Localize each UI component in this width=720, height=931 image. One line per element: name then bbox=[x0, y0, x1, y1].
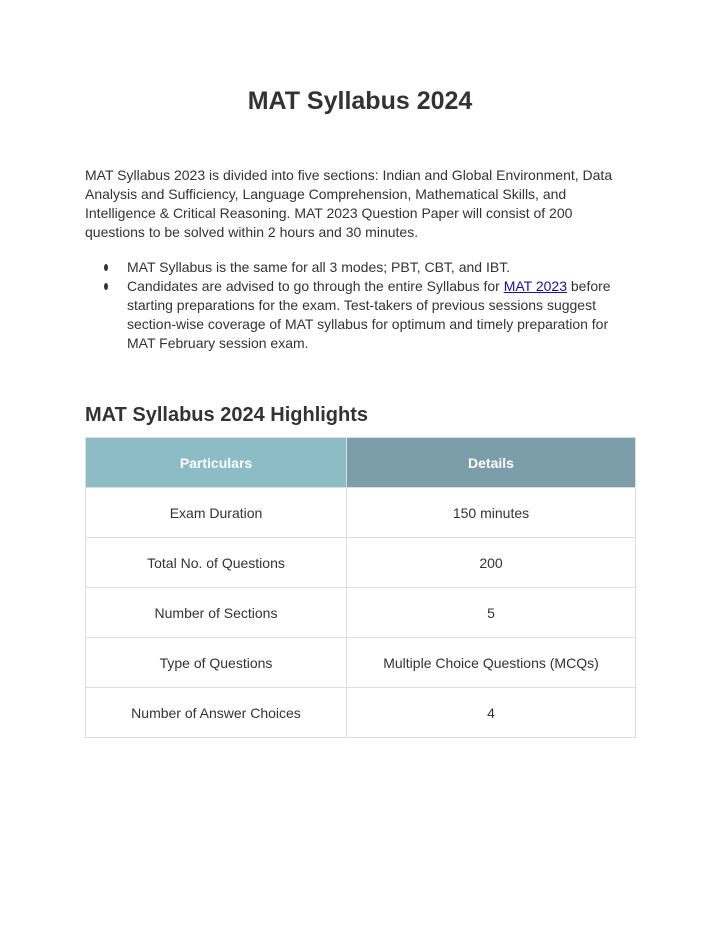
cell-detail: Multiple Choice Questions (MCQs) bbox=[347, 638, 636, 688]
table-row bbox=[86, 488, 636, 538]
cell-particular: Number of Answer Choices bbox=[86, 688, 347, 738]
header-particulars: Particulars bbox=[86, 438, 347, 488]
bullet-text-after: before starting preparations for the exam. Test-takers of previous sessions suggest section-wise coverage of MAT syllabus for optimum and timely preparation for MAT February session exam. bbox=[127, 278, 611, 351]
header-details: Details bbox=[347, 438, 636, 488]
cell-detail: 200 bbox=[347, 538, 636, 588]
table-row bbox=[86, 588, 636, 638]
list-item bbox=[85, 277, 635, 353]
page-title: MAT Syllabus 2024 bbox=[247, 87, 473, 115]
intro-paragraph: MAT Syllabus 2023 is divided into five sections: Indian and Global Environment, Data Analysis and Sufficiency, Language Comprehension, Mathematical Skills, and Intelligence & Critical Reasoning. MAT 2023 Question Paper will consist of 200 questions to be solved within 2 hours and 30 minutes. bbox=[85, 167, 613, 240]
mat-2023-link[interactable]: MAT 2023 bbox=[503, 278, 567, 294]
list-item bbox=[85, 258, 635, 277]
cell-particular: Exam Duration bbox=[86, 488, 347, 538]
table-row bbox=[86, 638, 636, 688]
highlights-table bbox=[85, 437, 636, 738]
cell-particular: Number of Sections bbox=[86, 588, 347, 638]
cell-detail: 150 minutes bbox=[347, 488, 636, 538]
cell-detail: 5 bbox=[347, 588, 636, 638]
bullet-icon bbox=[104, 264, 108, 271]
cell-particular: Total No. of Questions bbox=[86, 538, 347, 588]
cell-detail: 4 bbox=[347, 688, 636, 738]
table-row bbox=[86, 538, 636, 588]
bullet-text-before: Candidates are advised to go through the entire Syllabus for bbox=[127, 278, 504, 294]
bullet-list bbox=[85, 258, 635, 353]
bullet-icon bbox=[104, 283, 108, 290]
table-header-row bbox=[86, 438, 636, 488]
bullet-text: MAT Syllabus is the same for all 3 modes; PBT, CBT, and IBT. bbox=[127, 259, 511, 275]
table-row bbox=[86, 688, 636, 738]
highlights-heading: MAT Syllabus 2024 Highlights bbox=[85, 404, 369, 426]
cell-particular: Type of Questions bbox=[86, 638, 347, 688]
